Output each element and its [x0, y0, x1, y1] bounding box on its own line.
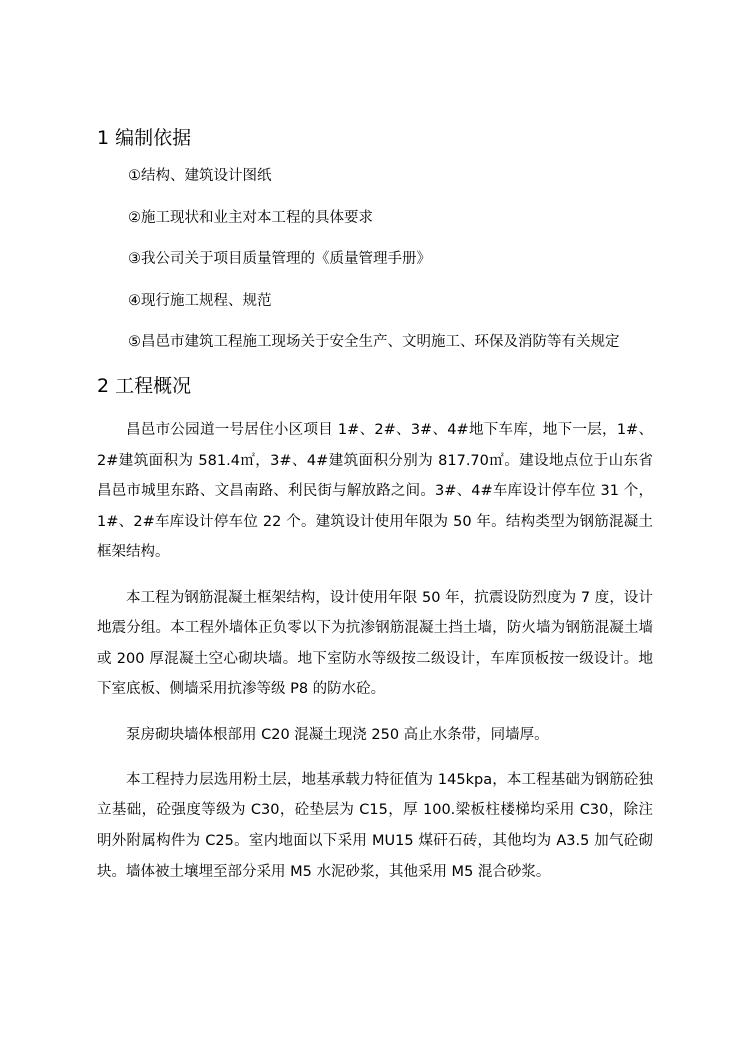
basis-list: [128, 166, 688, 374]
basis-item-2: ②施工现状和业主对本工程的具体要求: [128, 209, 373, 226]
basis-item-1: ①结构、建筑设计图纸: [128, 168, 272, 184]
basis-item-5: ⑤昌邑市建筑工程施工现场关于安全生产、文明施工、环保及消防等有关规定: [128, 334, 620, 350]
project-overview: [97, 415, 653, 902]
overview-paragraph-4: 本工程持力层选用粉土层，地基承载力特征值为 145kpa，本工程基础为钢筋砼独立基础，砼强度等级为 C30，砼垫层为 C15，厚 100.梁板柱楼梯均采用 C30，除注明外附属构件为 C25。室内地面以下采用 MU15 煤矸石砖，其他均为 A3.5 加气砼砌块。墙体被土壤埋至部分采用 M5 水泥砂浆，其他采用 M5 混合砂浆。: [97, 771, 653, 880]
section-1-heading: 1 编制依据: [97, 127, 192, 149]
basis-item-3: ③我公司关于项目质量管理的《质量管理手册》: [128, 251, 431, 267]
overview-paragraph-3: 泵房砌块墙体根部用 C20 混凝土现浇 250 高止水条带，同墙厚。: [126, 726, 549, 743]
basis-item-4: ④现行施工规程、规范: [128, 292, 272, 309]
overview-paragraph-2: 本工程为钢筋混凝土框架结构，设计使用年限 50 年，抗震设防烈度为 7 度，设计地震分组。本工程外墙体正负零以下为抗渗钢筋混凝土挡土墙，防火墙为钢筋混凝土墙或 200 厚混凝土空心砌块墙。地下室防水等级按二级设计，车库顶板按一级设计。地下室底板、侧墙采用抗渗等级 P8 的防水砼。: [97, 589, 653, 698]
overview-paragraph-1: 昌邑市公园道一号居住小区项目 1#、2#、3#、4#地下车库，地下一层，1#、2#建筑面积为 581.4㎡，3#、4#建筑面积分别为 817.70㎡。建设地点位于山东省昌邑市城里东路、文昌南路、利民街与解放路之间。3#、4#车库设计停车位 31 个，1#、2#车库设计停车位 22 个。建筑设计使用年限为 50 年。结构类型为钢筋混凝土框架结构。: [97, 422, 653, 561]
section-2-heading: 2 工程概况: [97, 375, 192, 397]
